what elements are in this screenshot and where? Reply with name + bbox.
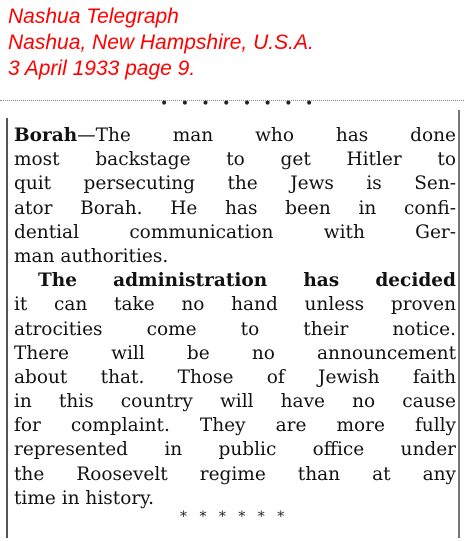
- article-line: most backstage to get Hitler to: [14, 149, 456, 171]
- article-line: represented in public office under: [14, 439, 456, 461]
- column-rule-left: [6, 118, 8, 538]
- article-line: There will be no announcement: [14, 342, 456, 364]
- article-line: dential communication with Ger-: [14, 221, 456, 243]
- newspaper-name: Nashua Telegraph: [8, 5, 179, 28]
- article-line: ator Borah. He has been in confi-: [14, 197, 456, 219]
- article-line: in this country will have no cause: [14, 391, 456, 413]
- article-line: man authorities.: [14, 245, 169, 267]
- article-line: about that. Those of Jewish faith: [14, 366, 456, 388]
- article-line: Borah—The man who has done: [14, 125, 456, 146]
- newspaper-location: Nashua, New Hampshire, U.S.A.: [8, 31, 314, 54]
- column-rule-right: [458, 110, 460, 538]
- article-line: time in history.: [14, 487, 155, 509]
- article-line: The administration has decided: [38, 270, 456, 292]
- article-line: for complaint. They are more fully: [14, 415, 456, 437]
- article-lead-word: Borah: [14, 125, 78, 146]
- top-ornament: • • • • • • • •: [160, 96, 318, 112]
- article-line: atrocities come to their notice.: [14, 318, 456, 340]
- article-line: the Roosevelt regime than at any: [14, 463, 456, 485]
- publication-date-page: 3 April 1933 page 9.: [8, 57, 196, 80]
- article-line: quit persecuting the Jews is Sen-: [14, 173, 456, 195]
- article-line: it can take no hand unless proven: [14, 294, 456, 316]
- source-citation: [8, 4, 314, 82]
- article-body: [14, 124, 456, 511]
- bottom-ornament: * * * * * *: [180, 509, 289, 525]
